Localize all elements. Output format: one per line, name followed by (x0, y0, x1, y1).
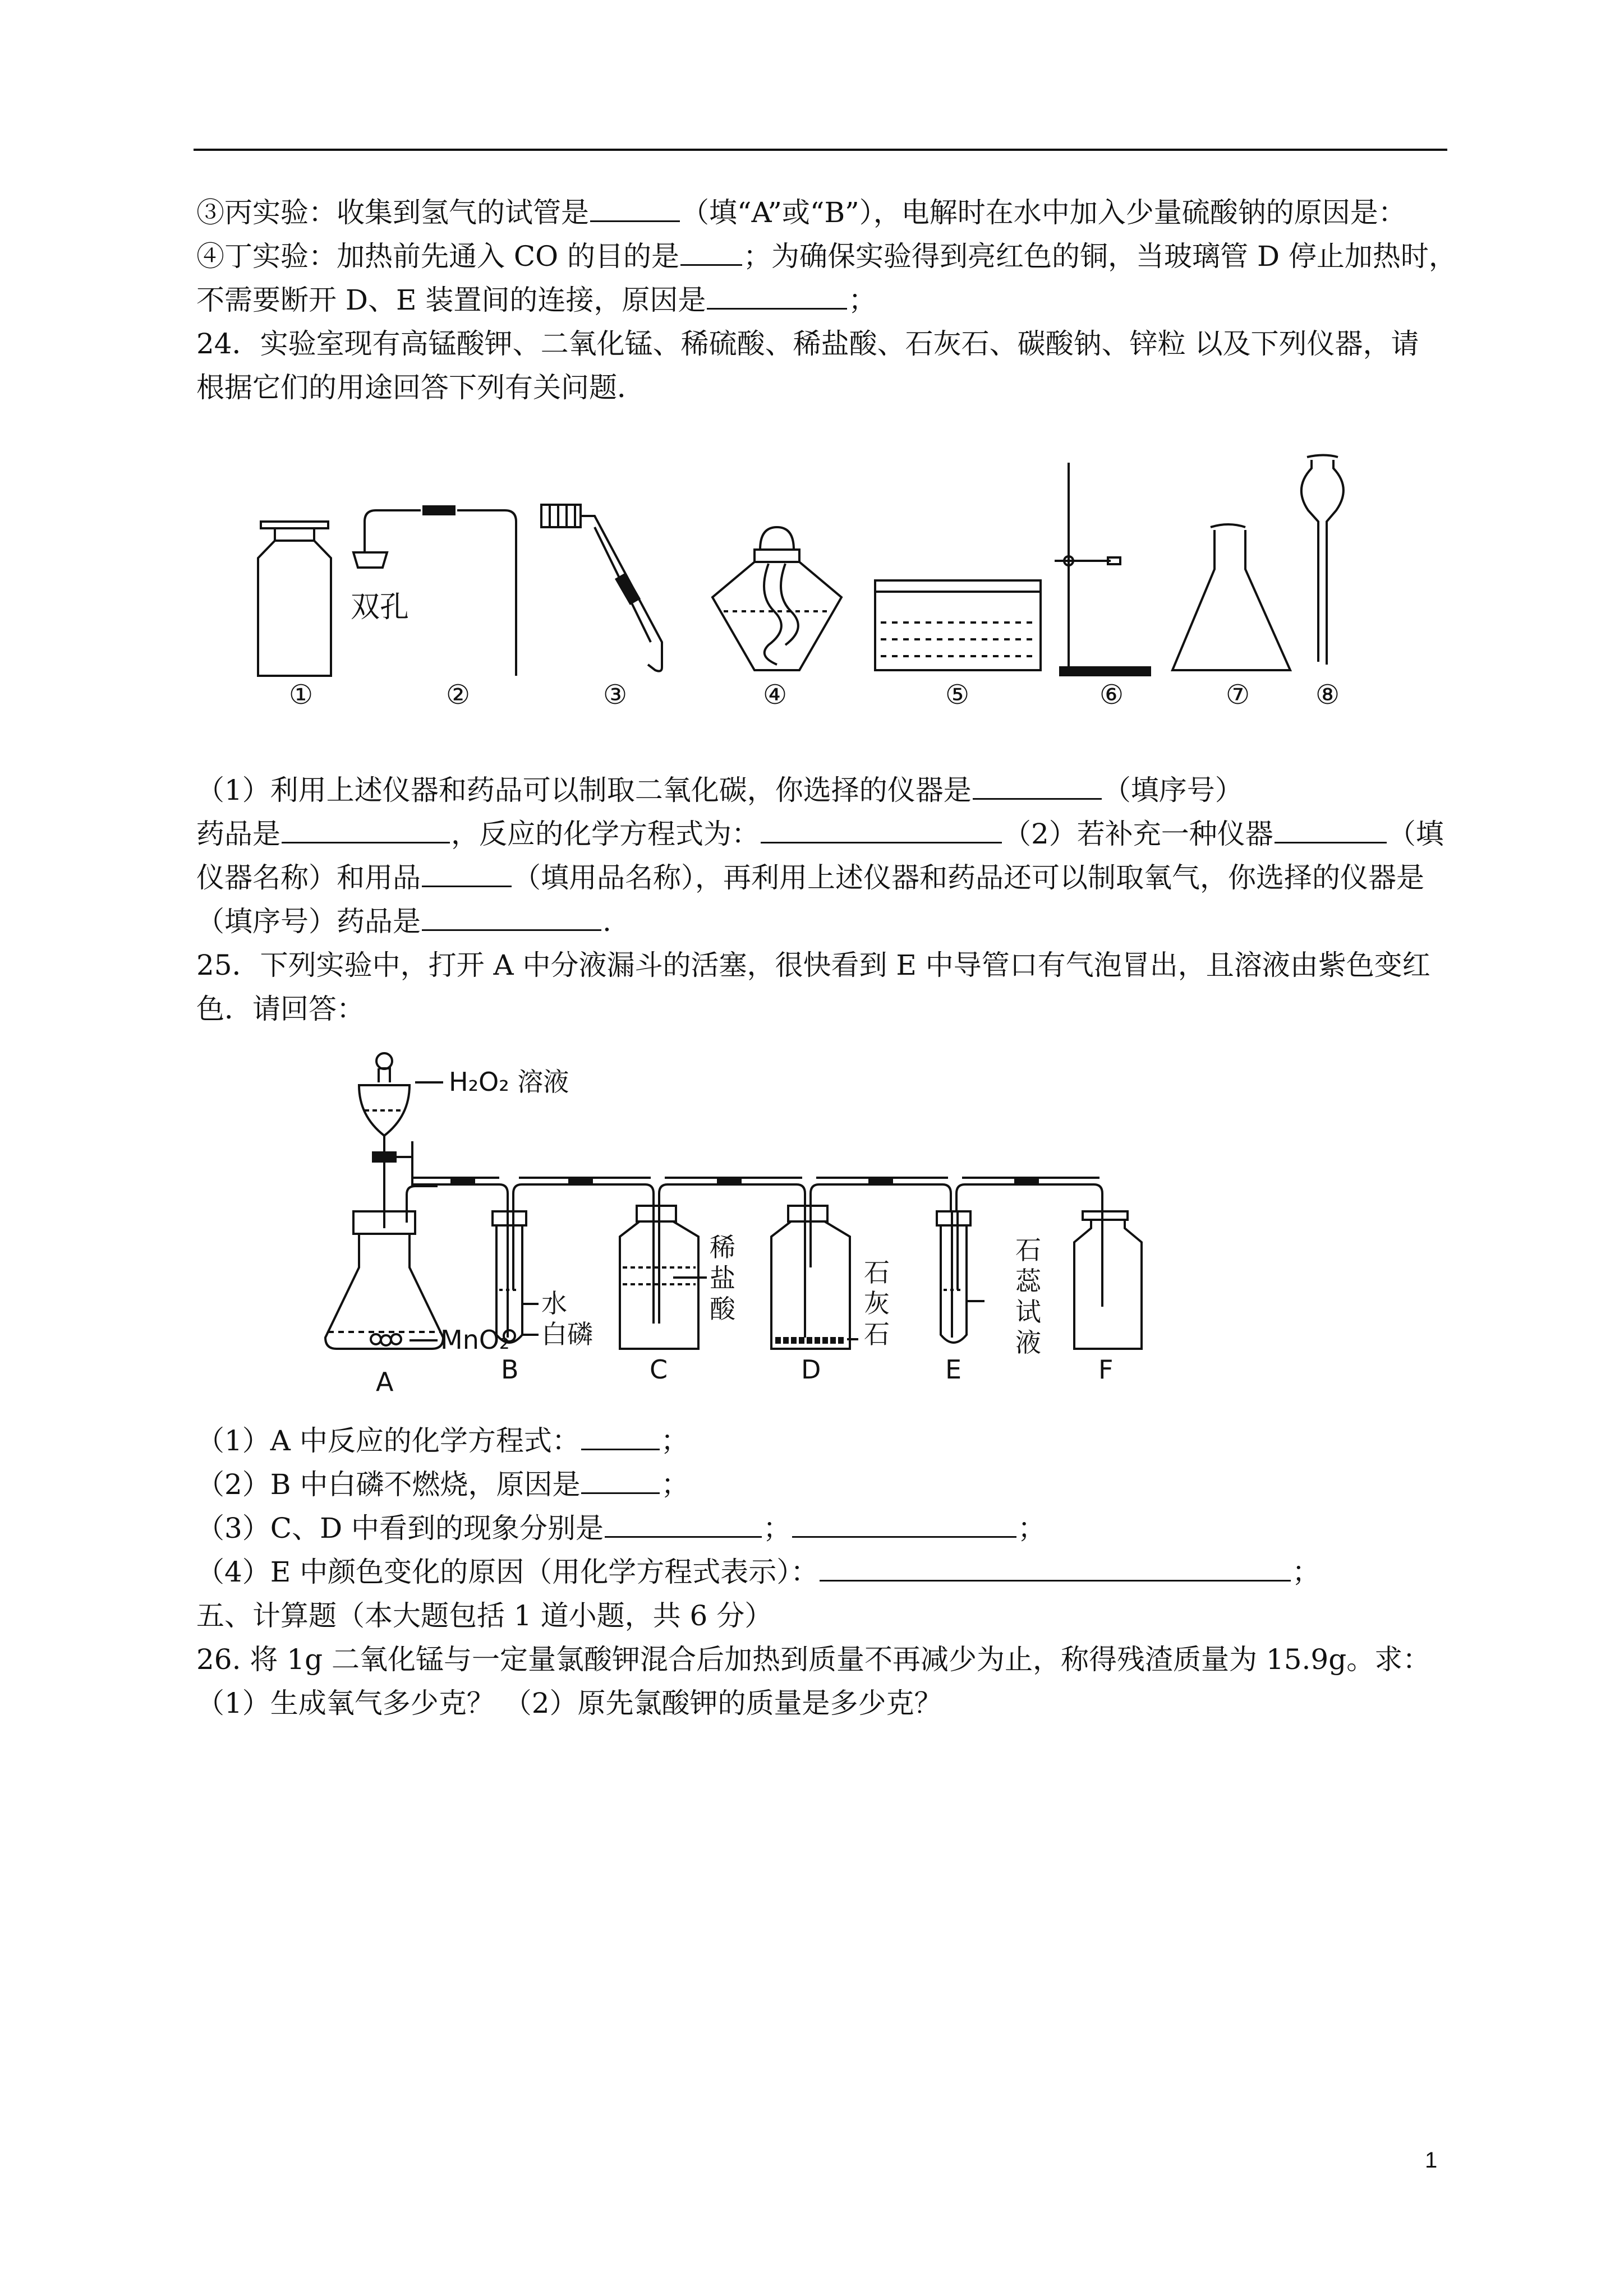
question-24: 24．实验室现有高锰酸钾、二氧化锰、稀硫酸、稀盐酸、石灰石、碳酸钠、锌粒 以及下列仪器，请 (196, 328, 1419, 360)
question-26-parts: （1）生成氧气多少克？ （2）原先氯酸钾的质量是多少克？ (196, 1687, 942, 1719)
text: ；为确保实验得到亮红色的铜，当玻璃管 D 停止加热时， (743, 240, 1457, 273)
instrument-number: ③ (603, 679, 628, 711)
litmus-label-char: 蕊 (1015, 1266, 1041, 1296)
text: （填“A”或“B”），电解时在水中加入少量硫酸钠的原因是： (681, 196, 1406, 229)
instrument-1-bottle (258, 522, 331, 676)
apparatus-letter: F (1098, 1354, 1114, 1385)
text: （3）C、D 中看到的现象分别是 (196, 1512, 604, 1545)
instrument-number: ④ (763, 679, 788, 711)
litmus-label-char: 试 (1015, 1297, 1041, 1327)
instrument-3-bent-tube (541, 505, 662, 671)
apparatus-d (771, 1206, 858, 1349)
text: （填用品名称），再利用上述仪器和药品还可以制取氧气，你选择的仪器是 (513, 861, 1424, 894)
text-line (196, 234, 1457, 278)
header-rule (194, 149, 1447, 151)
question-25-cont: 色．请回答： (196, 993, 365, 1025)
text: （1）A 中反应的化学方程式： (196, 1424, 580, 1457)
apparatus-f (1074, 1211, 1142, 1349)
question-26: 26. 将 1g 二氧化锰与一定量氯酸钾混合后加热到质量不再减少为止，称得残渣质量为 15.9g。求： (196, 1643, 1431, 1676)
instrument-6-iron-stand (1055, 463, 1150, 675)
text-line (196, 812, 1444, 856)
answer-blank[interactable] (422, 861, 512, 887)
answer-blank[interactable] (1275, 817, 1387, 843)
apparatus-letter: A (376, 1367, 394, 1397)
text: ； (660, 1424, 689, 1457)
question-24-cont: 根据它们的用途回答下列有关问题． (196, 371, 645, 404)
text-line (196, 278, 876, 322)
apparatus-e (937, 1211, 984, 1343)
instrument-5-water-trough (875, 580, 1041, 670)
text: ； (661, 1468, 689, 1501)
apparatus-b (493, 1211, 539, 1343)
answer-blank[interactable] (973, 773, 1102, 800)
answer-blank[interactable] (792, 1511, 1016, 1538)
text: （4）E 中颜色变化的原因（用化学方程式表示）： (196, 1556, 819, 1588)
section-five-heading: 五、计算题（本大题包括 1 道小题，共 6 分） (196, 1599, 773, 1632)
acid-label-char: 稀 (710, 1232, 735, 1262)
instrument-number: ② (446, 679, 471, 711)
text: （填 (1387, 818, 1444, 850)
mno2-label: MnO₂ (440, 1325, 510, 1355)
acid-label-char: 盐 (710, 1263, 735, 1293)
text-line (196, 1463, 689, 1506)
answer-blank[interactable] (581, 1424, 660, 1450)
answer-blank[interactable] (605, 1511, 762, 1538)
water-label: 水 (541, 1288, 567, 1318)
answer-blank[interactable] (581, 1468, 660, 1494)
instrument-number: ⑦ (1226, 679, 1250, 711)
text: ； (1018, 1512, 1046, 1545)
answer-blank[interactable] (761, 817, 1002, 843)
limestone-label-char: 灰 (864, 1288, 890, 1318)
instrument-number: ⑤ (945, 679, 970, 711)
text: ，反应的化学方程式为： (451, 818, 760, 850)
text: ； (848, 284, 877, 316)
text: . (602, 905, 611, 938)
answer-blank[interactable] (820, 1555, 1291, 1582)
text: ； (1292, 1556, 1321, 1588)
answer-blank[interactable] (680, 239, 742, 266)
answer-blank[interactable] (707, 283, 847, 310)
acid-label-char: 酸 (710, 1294, 735, 1324)
instrument-number: ⑥ (1099, 679, 1124, 711)
apparatus-figure (314, 1043, 1178, 1413)
instrument-4-alcohol-lamp (712, 527, 841, 670)
double-hole-label: 双孔 (351, 591, 410, 624)
text: （填序号） (1102, 774, 1243, 806)
text: 不需要断开 D、E 装置间的连接，原因是 (196, 284, 706, 316)
apparatus-letter: D (801, 1354, 821, 1385)
text: 仪器名称）和用品 (196, 861, 421, 894)
apparatus-letter: B (501, 1354, 519, 1385)
text-line (196, 1550, 1320, 1594)
text: ； (763, 1512, 792, 1545)
question-25: 25．下列实验中，打开 A 中分液漏斗的活塞，很快看到 E 中导管口有气泡冒出，且溶液由紫色变红 (196, 949, 1430, 981)
connecting-tubes (412, 1141, 1102, 1307)
apparatus-c (620, 1206, 707, 1349)
text: （2）若补充一种仪器 (1003, 818, 1273, 850)
answer-blank[interactable] (590, 196, 680, 222)
text: （2）B 中白磷不燃烧，原因是 (196, 1468, 581, 1501)
instrument-number: ① (289, 679, 314, 711)
text-line (196, 191, 1406, 234)
instrument-number: ⑧ (1315, 679, 1340, 711)
instrument-2-stopper-tube (351, 506, 516, 676)
litmus-label-char: 液 (1015, 1327, 1041, 1358)
answer-blank[interactable] (282, 817, 450, 843)
text-line (196, 1506, 1046, 1550)
litmus-label-char: 石 (1015, 1235, 1041, 1265)
apparatus-a (325, 1053, 443, 1349)
white-phosphorus-label: 白磷 (541, 1319, 593, 1349)
apparatus-letter: C (650, 1354, 668, 1385)
text-line (196, 1419, 689, 1463)
instrument-8-funnel (1301, 455, 1344, 665)
text: ④丁实验：加热前先通入 CO 的目的是 (196, 240, 680, 273)
h2o2-label: H₂O₂ 溶液 (449, 1067, 569, 1097)
answer-blank[interactable] (422, 905, 601, 931)
text-line (196, 900, 611, 943)
text: ③丙实验：收集到氢气的试管是 (196, 196, 589, 229)
text: （填序号）药品是 (196, 905, 421, 938)
instruments-figure (236, 443, 1358, 735)
text-line (196, 768, 1243, 812)
limestone-label-char: 石 (864, 1319, 890, 1349)
limestone-label-char: 石 (864, 1257, 890, 1288)
instrument-7-conical-flask (1172, 524, 1290, 670)
text: 药品是 (196, 818, 280, 850)
text: （1）利用上述仪器和药品可以制取二氧化碳，你选择的仪器是 (196, 774, 972, 806)
text-line (196, 856, 1424, 900)
apparatus-letter: E (945, 1354, 962, 1385)
page-number: 1 (1425, 2148, 1438, 2173)
